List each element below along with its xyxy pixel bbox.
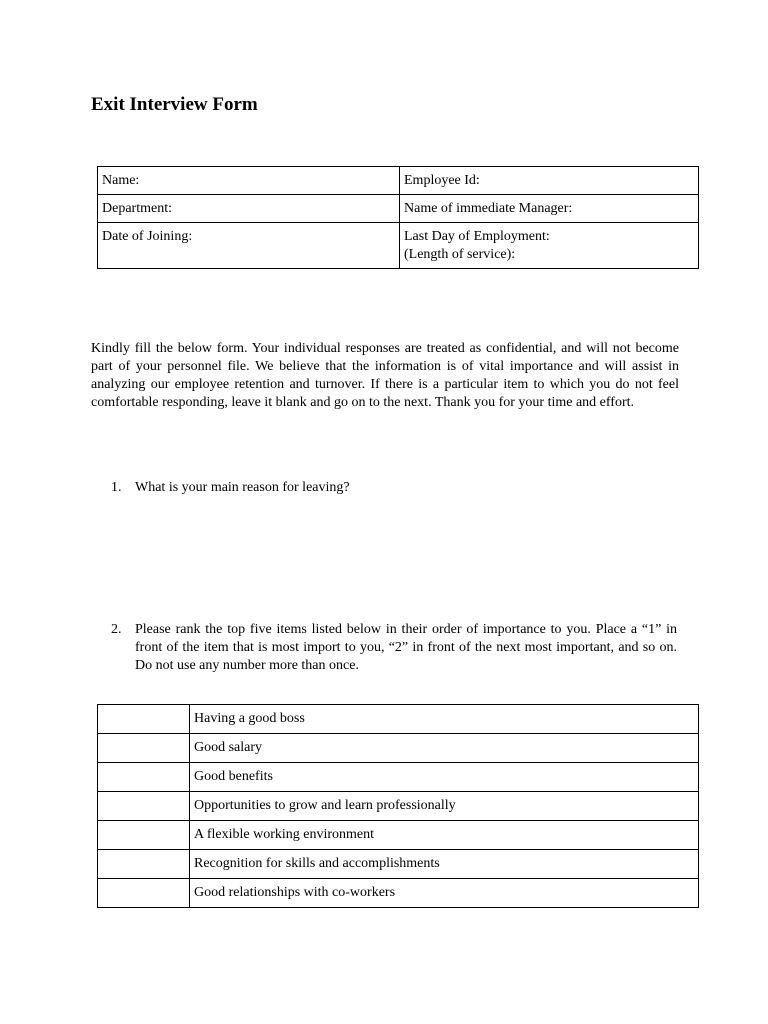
rank-item-label: A flexible working environment [190,821,699,850]
table-row [98,821,699,850]
rank-input-cell[interactable] [98,850,190,879]
length-of-service-label: (Length of service): [404,247,516,262]
employee-id-label: Employee Id: [404,173,480,188]
rank-input-cell[interactable] [98,763,190,792]
date-of-joining-label: Date of Joining: [102,229,193,244]
table-row [98,705,699,734]
manager-field[interactable] [400,195,699,223]
question-text: Please rank the top five items listed below in their order of importance to you. Place a “1” in front of the item that is most import to you, “2” in front of the next most important, and so on. Do not use any number more than once. [135,622,677,673]
table-row [98,223,699,269]
employee-id-field[interactable] [400,167,699,195]
question-2 [111,621,677,675]
table-row [98,763,699,792]
ranking-table [97,704,699,908]
rank-item-label: Good relationships with co-workers [190,879,699,908]
rank-input-cell[interactable] [98,734,190,763]
rank-input-cell[interactable] [98,792,190,821]
form-title: Exit Interview Form [91,94,258,115]
question-number: 1. [111,480,122,495]
department-field[interactable] [98,195,400,223]
rank-input-cell[interactable] [98,879,190,908]
intro-paragraph: Kindly fill the below form. Your individual responses are treated as confidential, and will not become part of your personnel file. We believe that the information is of vital importance and will assist in analyzing our employee retention and turnover. If there is a particular item to which you do not feel comfortable responding, leave it blank and go on to the next. Thank you for your time and effort. [91,341,679,410]
table-row [98,734,699,763]
table-row [98,879,699,908]
name-field[interactable] [98,167,400,195]
table-row [98,850,699,879]
last-day-field[interactable] [400,223,699,269]
employee-info-table [97,166,699,269]
question-number: 2. [111,622,122,637]
question-1 [111,479,677,497]
department-label: Department: [102,201,172,216]
date-of-joining-field[interactable] [98,223,400,269]
rank-item-label: Recognition for skills and accomplishments [190,850,699,879]
table-row [98,195,699,223]
table-row [98,792,699,821]
rank-input-cell[interactable] [98,821,190,850]
rank-item-label: Opportunities to grow and learn professionally [190,792,699,821]
rank-item-label: Having a good boss [190,705,699,734]
last-day-label: Last Day of Employment: [404,229,550,244]
rank-input-cell[interactable] [98,705,190,734]
rank-item-label: Good salary [190,734,699,763]
table-row [98,167,699,195]
rank-item-label: Good benefits [190,763,699,792]
question-text: What is your main reason for leaving? [135,480,350,495]
manager-label: Name of immediate Manager: [404,201,573,216]
name-label: Name: [102,173,140,188]
